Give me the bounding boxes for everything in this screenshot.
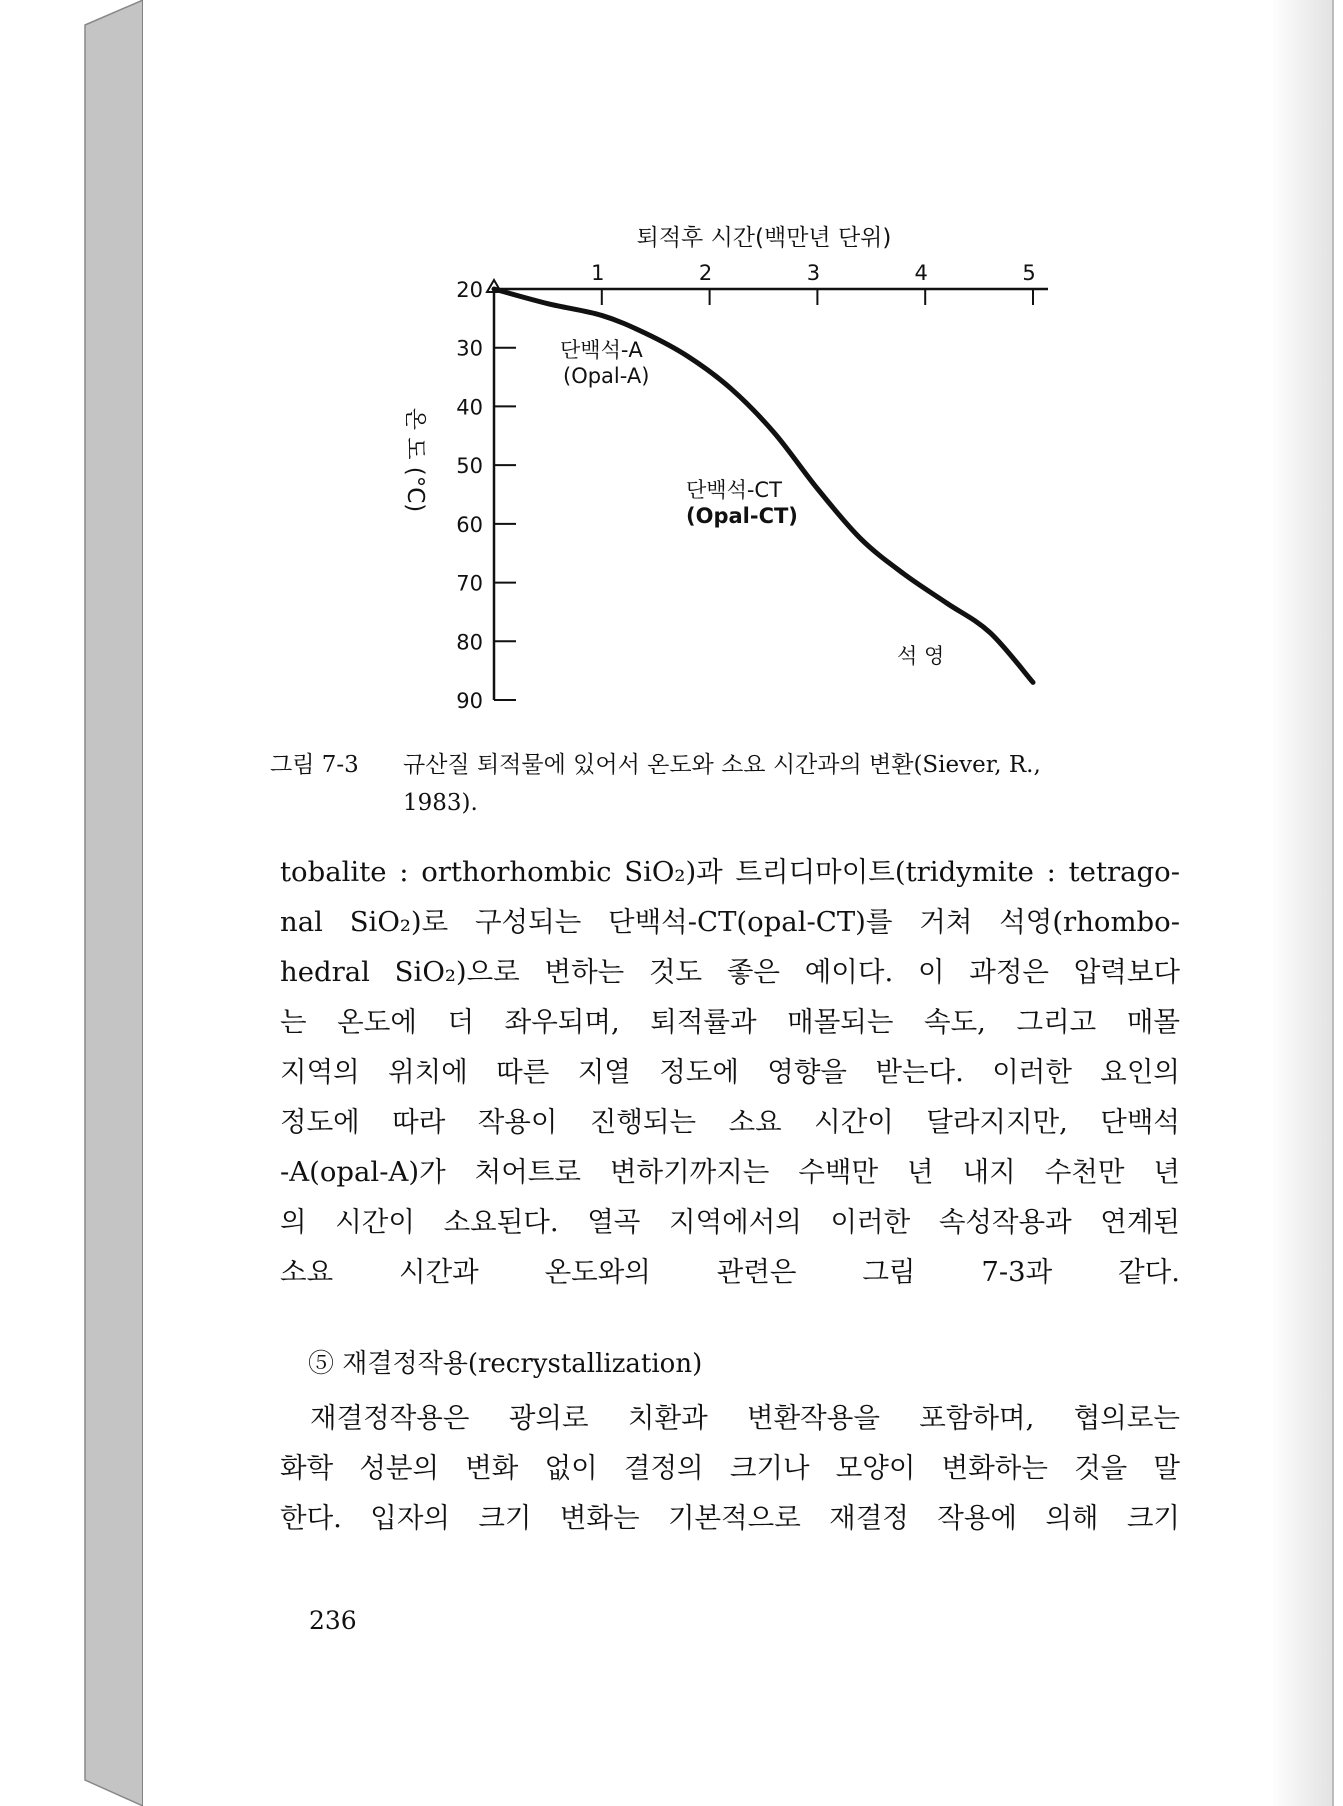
paragraph-line: 한다. 입자의 크기 변화는 기본적으로 재결정 작용에 의해 크기 — [280, 1502, 1180, 1534]
paragraph-line: 재결정작용은 광의로 치환과 변환작용을 포함하며, 협의로는 — [310, 1402, 1180, 1434]
y-axis-title: 온 도 (°C) — [402, 407, 428, 513]
paragraph-line: 는 온도에 더 좌우되며, 퇴적률과 매몰되는 속도, 그리고 매몰 — [280, 1006, 1180, 1038]
paragraph-line: hedral SiO₂)으로 변하는 것도 좋은 예이다. 이 과정은 압력보다 — [280, 956, 1180, 988]
x-tick-label: 3 — [806, 261, 821, 285]
annotation-opal-a-sub: (Opal-A) — [563, 364, 650, 388]
y-tick-label: 30 — [456, 336, 483, 361]
y-tick-label: 20 — [456, 278, 483, 302]
section-heading: ⑤ 재결정작용(recrystallization) — [308, 1349, 703, 1379]
x-tick-label: 5 — [1022, 261, 1036, 285]
paragraph-line: -A(opal-A)가 처어트로 변하기까지는 수백만 년 내지 수천만 년 — [280, 1156, 1180, 1188]
caption-text-line2: 1983). — [403, 790, 478, 816]
x-tick-label: 2 — [698, 261, 713, 285]
paragraph-2 — [280, 1393, 1180, 1543]
y-tick-label: 50 — [456, 454, 483, 479]
x-axis-title: 퇴적후 시간(백만년 단위) — [636, 225, 892, 251]
x-tick-label: 4 — [914, 261, 928, 285]
page-number: 236 — [309, 1606, 357, 1635]
paragraph-1 — [280, 847, 1180, 1297]
annotation-opal-ct-label: 단백석-CT — [686, 478, 782, 502]
paragraph-line: 의 시간이 소요된다. 열곡 지역에서의 이러한 속성작용과 연계된 — [280, 1206, 1180, 1238]
x-tick-label: 1 — [591, 261, 605, 285]
paragraph-line: 정도에 따라 작용이 진행되는 소요 시간이 달라지지만, 단백석 — [280, 1106, 1180, 1138]
y-tick-label: 90 — [456, 689, 483, 713]
figure-caption — [270, 746, 1190, 822]
annotation-opal-a-label: 단백석-A — [560, 338, 643, 362]
annotation-opal-ct-sub: (Opal-CT) — [686, 504, 798, 528]
caption-text-line1: 규산질 퇴적물에 있어서 온도와 소요 시간과의 변환(Siever, R., — [403, 752, 1041, 778]
paragraph-line: 화학 성분의 변화 없이 결정의 크기나 모양이 변화하는 것을 말 — [280, 1452, 1180, 1484]
y-tick-label: 80 — [456, 630, 483, 655]
y-tick-label: 40 — [456, 395, 483, 420]
paragraph-line: nal SiO₂)로 구성되는 단백석-CT(opal-CT)를 거쳐 석영(rhombo- — [280, 906, 1180, 938]
paragraph-line: tobalite : orthorhombic SiO₂)과 트리디마이트(tridymite : tetrago- — [280, 856, 1180, 888]
figure-number: 그림 7-3 — [270, 752, 359, 778]
figure-7-3-chart — [0, 0, 1343, 730]
paragraph-line: 소요 시간과 온도와의 관련은 그림 7-3과 같다. — [280, 1256, 1180, 1288]
paragraph-line: 지역의 위치에 따른 지열 정도에 영향을 받는다. 이러한 요인의 — [280, 1056, 1180, 1088]
y-tick-label: 60 — [456, 512, 483, 537]
y-tick-label: 70 — [456, 571, 483, 596]
annotation-quartz-label: 석 영 — [897, 644, 945, 668]
